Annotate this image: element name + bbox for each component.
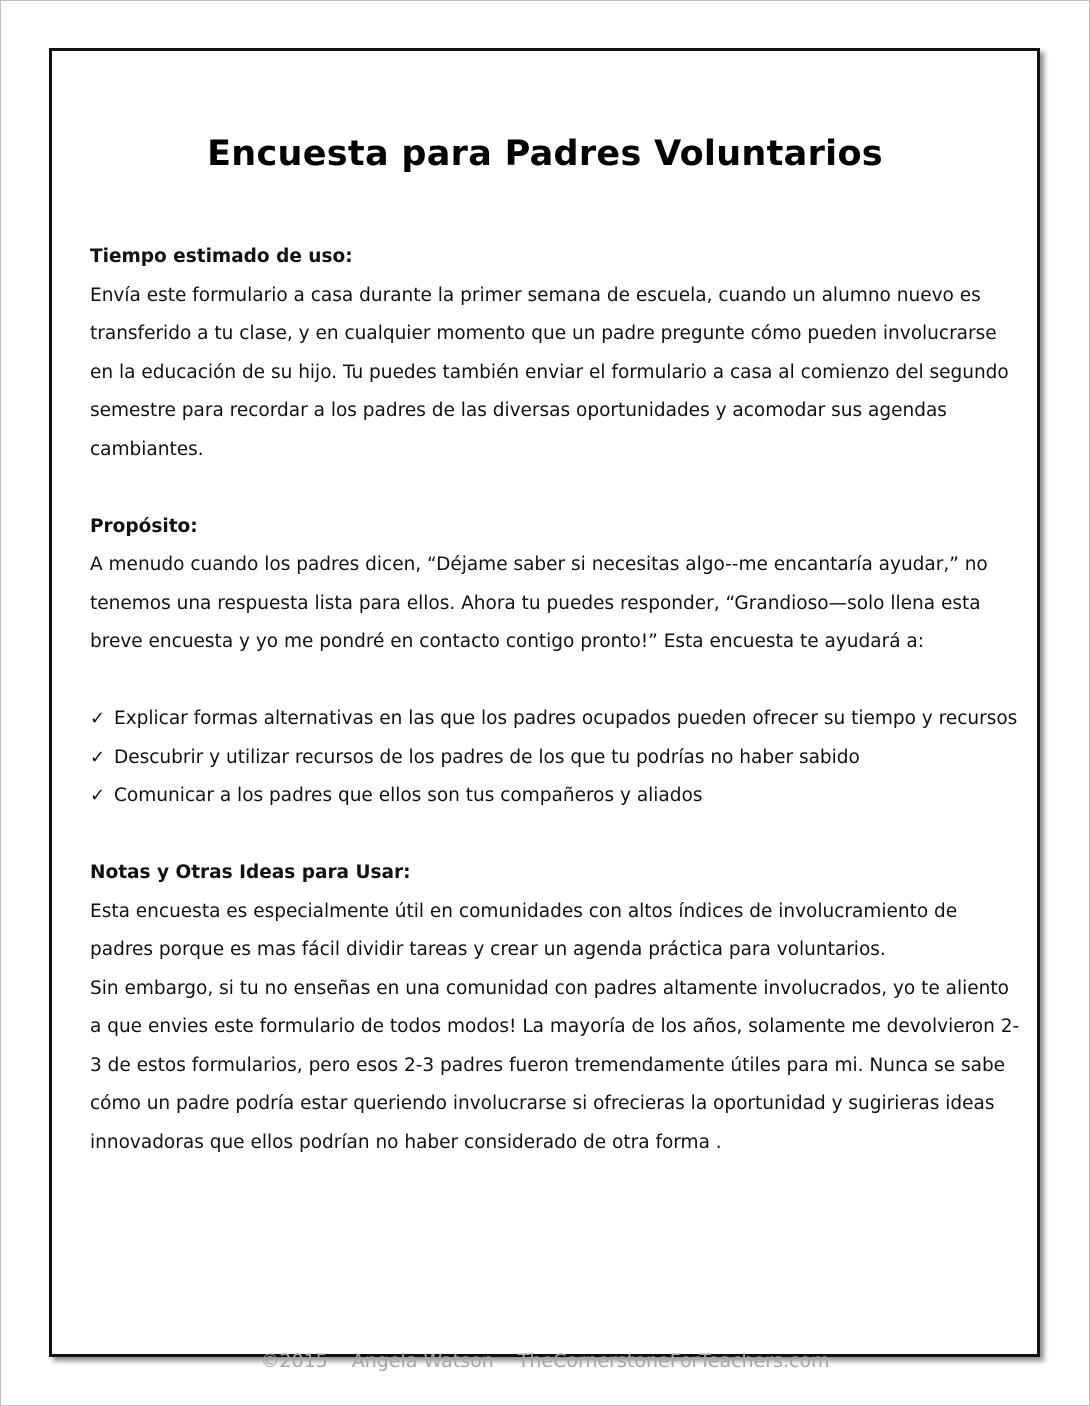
document-body [90,238,1020,1162]
checklist-item [90,700,1020,739]
check-icon: ✓ [90,708,106,729]
spacer [90,816,1020,855]
document-title: Encuesta para Padres Voluntarios [207,134,883,174]
footer-website: TheCornerstoneForTeachers.com [517,1350,830,1372]
section-paragraph: Esta encuesta es especialmente útil en comunidades con altos índices de involucramiento de padres porque es mas fácil dividir tareas y crear un agenda práctica para voluntarios. [90,900,958,960]
footer-copyright: ©2015 [260,1350,328,1372]
checklist-item-text: Descubrir y utilizar recursos de los padres de los que tu podrías no haber sabido [114,746,860,768]
footer [0,1350,1090,1372]
section-paragraph: Envía este formulario a casa durante la primer semana de escuela, cuando un alumno nuevo es transferido a tu clase, y en cualquier momento que un padre pregunte cómo pueden involucrarse en la educación de su hijo. Tu puedes también enviar el formulario a casa al comienzo del segundo semestre para recordar a los padres de las diversas oportunidades y acomodar sus agendas cambiantes. [90,284,1009,460]
section-paragraph: Sin embargo, si tu no enseñas en una comunidad con padres altamente involucrados, yo te aliento a que envies este formulario de todos modos! La mayoría de los años, solamente me devolvieron 2-3 de estos formularios, pero esos 2-3 padres fueron tremendamente útiles para mi. Nunca se sabe cómo un padre podría estar queriendo involucrarse si ofrecieras la oportunidad y sugirieras ideas innovadoras que ellos podrían no haber considerado de otra forma . [90,977,1020,1153]
footer-author: Angela Watson [351,1350,494,1372]
benefits-checklist [90,700,1020,816]
section-paragraph: A menudo cuando los padres dicen, “Déjame saber si necesitas algo--me encantaría ayudar,” no tenemos una respuesta lista para ellos. Ahora tu puedes responder, “Grandioso—solo llena esta breve encuesta y yo me pondré en contacto contigo pronto!” Esta encuesta te ayudará a: [90,554,988,652]
checklist-item [90,739,1020,778]
section-heading-notas: Notas y Otras Ideas para Usar: [90,862,411,883]
section-heading-proposito: Propósito: [90,515,198,537]
check-icon: ✓ [90,785,106,806]
spacer [90,469,1020,508]
section-heading-tiempo: Tiempo estimado de uso: [90,246,353,267]
checklist-item-text: Explicar formas alternativas en las que los padres ocupados pueden ofrecer su tiempo y recursos [114,708,1018,729]
check-icon: ✓ [90,746,106,768]
checklist-item-text: Comunicar a los padres que ellos son tus compañeros y aliados [114,785,703,806]
spacer [90,662,1020,701]
checklist-item [90,777,1020,816]
